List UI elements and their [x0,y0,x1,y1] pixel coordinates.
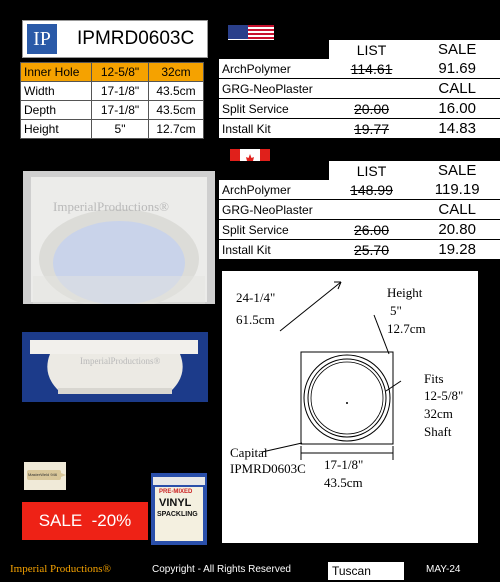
bucket-label-2: VINYL [159,497,192,509]
footer-style: Tuscan [328,562,404,580]
dimensions-row [21,120,204,139]
list-price [329,200,415,220]
price-label: Split Service [219,99,329,119]
price-label: GRG-NeoPlaster [219,200,329,220]
footer-date: MAY-24 [426,564,461,575]
list-price: 148.99 [329,180,415,200]
fits-label: Fits [424,371,444,386]
height-label: Height [387,285,423,300]
list-price: 19.77 [329,119,415,139]
fits-imperial: 12-5/8" [424,388,464,403]
dim-metric: 43.5cm [149,101,204,120]
sale-price: 119.19 [414,180,500,200]
list-price: 25.70 [329,240,415,260]
fits-metric: 32cm [424,406,453,421]
width-imperial: 17-1/8" [324,457,364,472]
ip-logo-icon: IP [27,24,57,54]
sale-header: SALE [414,161,500,180]
sale-header: SALE [414,40,500,59]
price-label: ArchPolymer [219,180,329,200]
sale-price: 19.28 [414,240,500,260]
capital-top-image [23,171,215,304]
sale-price: CALL [414,200,500,220]
height-imperial: 5" [390,303,402,318]
sale-price: 20.80 [414,220,500,240]
dim-metric: 32cm [149,63,204,82]
bucket-label-3: SPACKLING [157,511,198,518]
product-photo-top [23,171,215,304]
dim-metric: 12.7cm [149,120,204,139]
spackling-bucket-image [151,473,207,545]
sale-price: 91.69 [414,59,500,79]
dimensions-table [20,62,204,139]
price-row [219,79,500,99]
dim-imperial: 17-1/8" [92,82,149,101]
dim-imperial: 12-5/8" [92,63,149,82]
dimensions-row [21,63,204,82]
list-price: 114.61 [329,59,415,79]
price-label: Split Service [219,220,329,240]
footer-copyright: Copyright - All Rights Reserved [152,564,291,575]
list-price: 26.00 [329,220,415,240]
sale-badge: SALE -20% [22,502,148,540]
price-row [219,119,500,139]
diagonal-metric: 61.5cm [236,312,275,327]
dim-label: Height [21,120,92,139]
dimensions-row [21,101,204,120]
caulk-tube-image [24,462,66,490]
capital-code: IPMRD0603C [230,461,306,476]
price-row [219,240,500,260]
height-metric: 12.7cm [387,321,426,336]
dim-imperial: 5" [92,120,149,139]
fits-shaft: Shaft [424,424,452,439]
price-label: ArchPolymer [219,59,329,79]
dim-imperial: 17-1/8" [92,101,149,120]
price-row [219,200,500,220]
price-header-row [219,161,500,180]
sale-price: 14.83 [414,119,500,139]
price-row [219,59,500,79]
price-row [219,99,500,119]
technical-drawing [222,271,478,543]
us-price-table [219,40,500,139]
list-header: LIST [329,161,415,180]
price-row [219,220,500,240]
product-code: IPMRD0603C [77,28,195,49]
sale-price: CALL [414,79,500,99]
dimensions-row [21,82,204,101]
price-row [219,180,500,200]
watermark: ImperialProductions® [53,199,170,214]
price-label: Install Kit [219,240,329,260]
tube-label: MasterWeld 946 [28,472,58,477]
price-label: Install Kit [219,119,329,139]
dim-label: Depth [21,101,92,120]
watermark: ImperialProductions® [80,356,161,366]
list-header: LIST [329,40,415,59]
dim-metric: 43.5cm [149,82,204,101]
product-logo-box [22,20,208,58]
footer-brand: Imperial Productions® [10,563,111,575]
list-price [329,79,415,99]
width-metric: 43.5cm [324,475,363,490]
capital-side-image [22,332,208,402]
bucket-label-1: PRE-MIXED [159,489,193,495]
product-photo-side [22,332,208,402]
diagonal-imperial: 24-1/4" [236,290,276,305]
capital-label: Capital [230,445,268,460]
price-header-row [219,40,500,59]
dim-label: Inner Hole [21,63,92,82]
dim-label: Width [21,82,92,101]
price-label: GRG-NeoPlaster [219,79,329,99]
sale-price: 16.00 [414,99,500,119]
list-price: 20.00 [329,99,415,119]
canada-price-table [219,161,500,260]
